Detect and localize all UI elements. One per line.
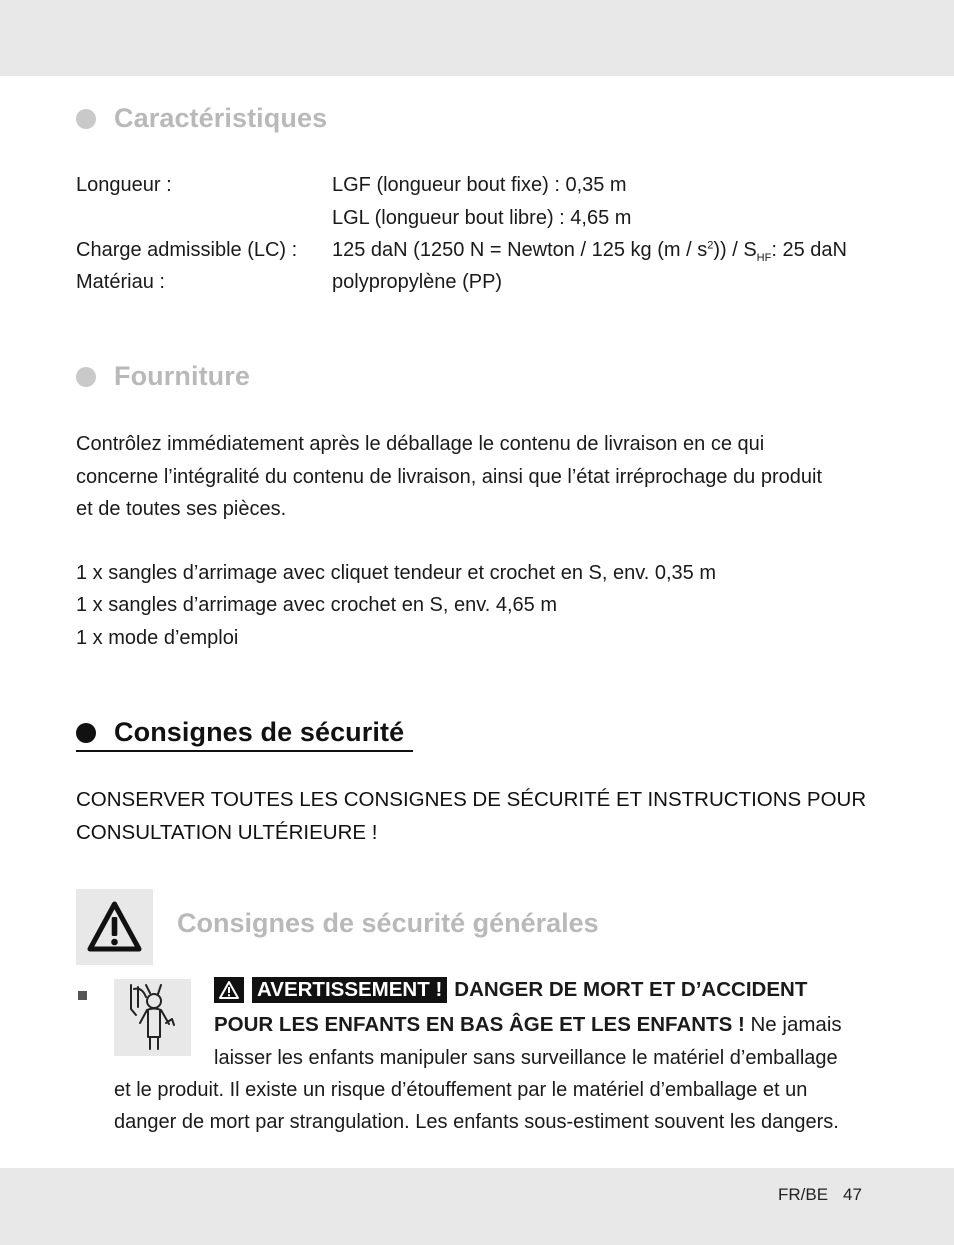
- spec-value: polypropylène (PP): [332, 271, 503, 293]
- heading-characteristics: [76, 103, 327, 134]
- paragraph-line: Contrôlez immédiatement après le déballage le contenu de livraison en ce qui: [76, 433, 765, 455]
- list-item: 1 x sangles d’arrimage avec cliquet tendeur et crochet en S, env. 0,35 m: [76, 562, 716, 584]
- heading-text: Fourniture: [114, 361, 250, 391]
- warning-text-line: et le produit. Il existe un risque d’étouffement par le matériel d’emballage et un: [114, 1079, 808, 1101]
- heading-underline: [76, 750, 413, 752]
- spec-label: Charge admissible (LC) :: [76, 239, 298, 261]
- heading-text: Caractéristiques: [114, 103, 328, 133]
- header-band: [0, 0, 954, 76]
- page-number: 47: [843, 1185, 862, 1204]
- warning-triangle-icon: [214, 977, 244, 1003]
- bullet-dot-icon: [76, 723, 96, 743]
- child-strangulation-icon: [114, 979, 191, 1056]
- footer-band: [0, 1168, 954, 1245]
- paragraph-line: concerne l’intégralité du contenu de livraison, ainsi que l’état irréprochage du produit: [76, 466, 823, 488]
- heading-text: Consignes de sécurité: [114, 717, 405, 747]
- warning-headline: [214, 977, 807, 1003]
- safety-caps-notice: CONSERVER TOUTES LES CONSIGNES DE SÉCURITÉ ET INSTRUCTIONS POUR CONSULTATION ULTÉRIEURE !: [76, 788, 867, 844]
- warning-text-line: laisser les enfants manipuler sans surveillance le matériel d’emballage: [214, 1047, 838, 1069]
- spec-label: Longueur :: [76, 174, 172, 196]
- list-item: 1 x mode d’emploi: [76, 627, 239, 649]
- footer-language: FR/BE: [778, 1185, 829, 1204]
- heading-general-safety: Consignes de sécurité générales: [177, 908, 599, 938]
- warning-headline-line2: POUR LES ENFANTS EN BAS ÂGE ET LES ENFANTS ! Ne jamais: [214, 1013, 842, 1036]
- heading-supply: [76, 361, 250, 392]
- spec-value: LGL (longueur bout libre) : 4,65 m: [332, 207, 632, 229]
- spec-label: Matériau :: [76, 271, 165, 293]
- bullet-dot-icon: [76, 109, 96, 129]
- warning-triangle-icon: [76, 889, 153, 965]
- warning-badge: AVERTISSEMENT !: [252, 977, 447, 1003]
- warning-headline-1: DANGER DE MORT ET D’ACCIDENT: [454, 978, 808, 1001]
- spec-value: LGF (longueur bout fixe) : 0,35 m: [332, 174, 627, 196]
- warning-text-line: danger de mort par strangulation. Les enfants sous-estiment souvent les dangers.: [114, 1111, 839, 1133]
- spec-value-load: 125 daN (1250 N = Newton / 125 kg $(m / s^2)) / S_{HF}$: 25 daN: [332, 239, 847, 264]
- paragraph-line: et de toutes ses pièces.: [76, 498, 287, 520]
- heading-safety: [76, 717, 404, 748]
- bullet-dot-icon: [76, 367, 96, 387]
- list-item: 1 x sangles d’arrimage avec crochet en S, env. 4,65 m: [76, 594, 557, 616]
- square-bullet-icon: [78, 991, 87, 1000]
